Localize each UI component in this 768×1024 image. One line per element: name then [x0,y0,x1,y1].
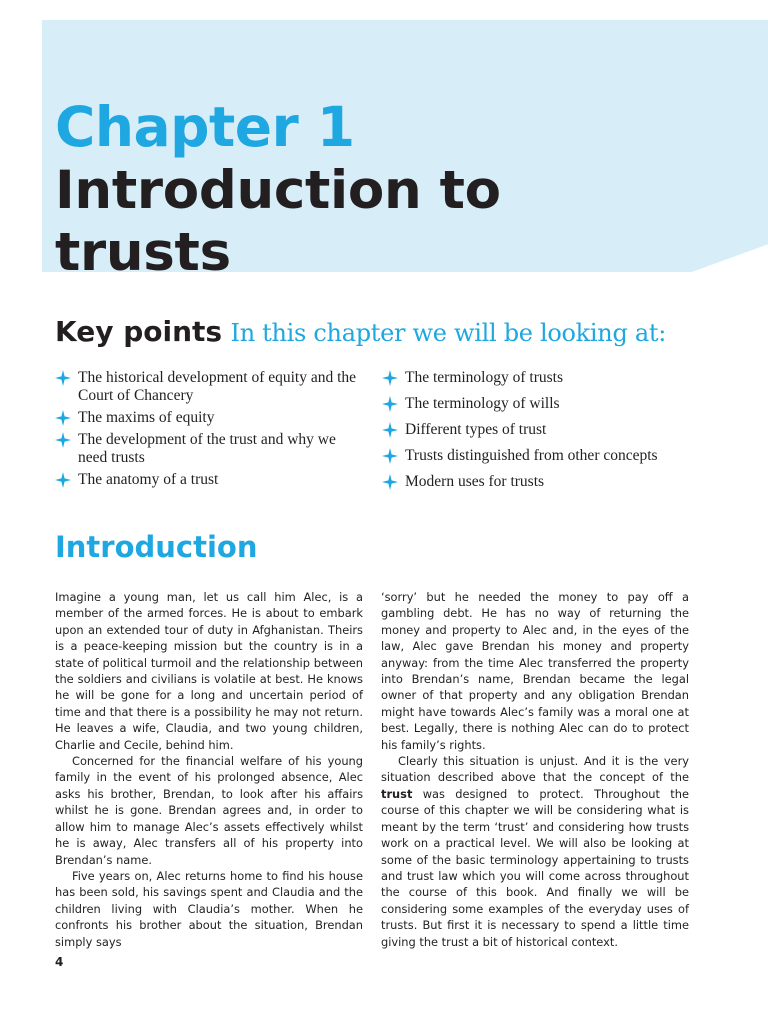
four-point-star-icon [55,370,71,386]
key-points-list-right [382,369,712,499]
key-point-text: Different types of trust [405,421,547,438]
paragraph-text: was designed to protect. Throughout the course of this chapter we will be considering what is meant by the term ‘trust’ and considering how trusts work on a practical level. We will also be looking at some of the basic terminology appertaining to trusts and trust law which you will come across throughout the course of this book. And finally we will be considering some examples of the everyday uses of trusts. But first it is necessary to spend a little time giving the trust a bit of historical context. [381,786,689,949]
key-point-item [382,369,712,387]
four-point-star-icon [382,422,398,438]
paragraph: Imagine a young man, let us call him Alec, is a member of the armed forces. He is about to embark upon an extended tour of duty in Afghanistan. Theirs is a peace-keeping mission but the country is in a state of political turmoil and the relationship between the soldiers and civilians is volatile at best. He knows he will be gone for a long and uncertain period of time and that there is a possibility he may not return. He leaves a wife, Claudia, and two young children, Charlie and Cecile, behind him. [55,590,363,752]
key-point-text: The development of the trust and why we need trusts [78,431,336,466]
chapter-title-line-1: Introduction to [55,160,501,221]
paragraph-text: Clearly this situation is unjust. And it is the very situation described above that the concept of the [381,754,689,785]
four-point-star-icon [382,474,398,490]
key-point-text: The historical development of equity and the Court of Chancery [78,369,357,404]
key-point-item [382,473,712,491]
key-point-item [55,431,365,467]
four-point-star-icon [382,396,398,412]
key-points-header [55,315,666,348]
key-point-item [55,471,365,489]
key-point-text: The terminology of trusts [405,369,563,386]
paragraph: ‘sorry’ but he needed the money to pay off a gambling debt. He has no way of returning the money and property to Alec and, in the eyes of the law, Alec gave Brendan his money and property anyway: from the time Alec transferred the property into Brendan’s name, Brendan became the legal owner of that property and any obligation Brendan might have towards Alec’s family was a moral one at best. Legally, there is nothing Alec can do to protect his family’s rights. [381,590,689,752]
paragraph: Five years on, Alec returns home to find his house has been sold, his savings spent and Claudia and the children living with Claudia’s mother. When he confronts his brother about the situation, Brendan simply says [55,868,363,949]
key-point-text: The terminology of wills [405,395,560,412]
key-point-text: Trusts distinguished from other concepts [405,447,658,464]
chapter-title [55,160,655,284]
four-point-star-icon [382,370,398,386]
key-points-heading: Key points [55,315,223,348]
four-point-star-icon [382,448,398,464]
key-point-item [55,409,365,427]
paragraph: Concerned for the financial welfare of his young family in the event of his prolonged absence, Alec asks his brother, Brendan, to look after his affairs whilst he is gone. Brendan agrees and, in order to allow him to manage Alec’s assets effectively whilst he is away, Alec transfers all of his property into Brendan’s name. [55,754,363,867]
key-term: trust [381,786,413,801]
key-points-subheading: In this chapter we will be looking at: [230,319,666,347]
introduction-column-left [55,589,363,950]
key-point-text: The anatomy of a trust [78,471,219,488]
key-point-item [382,395,712,413]
paragraph [381,753,689,950]
introduction-column-right [381,589,689,950]
four-point-star-icon [55,432,71,448]
key-point-text: The maxims of equity [78,409,215,426]
key-points-list-left [55,369,365,493]
key-point-item [382,447,712,465]
four-point-star-icon [55,410,71,426]
chapter-title-line-2: trusts [55,222,231,283]
key-point-text: Modern uses for trusts [405,473,545,490]
key-point-item [55,369,365,405]
chapter-number: Chapter 1 [55,95,355,159]
introduction-heading: Introduction [55,530,258,564]
four-point-star-icon [55,472,71,488]
key-point-item [382,421,712,439]
page-number: 4 [55,955,64,969]
